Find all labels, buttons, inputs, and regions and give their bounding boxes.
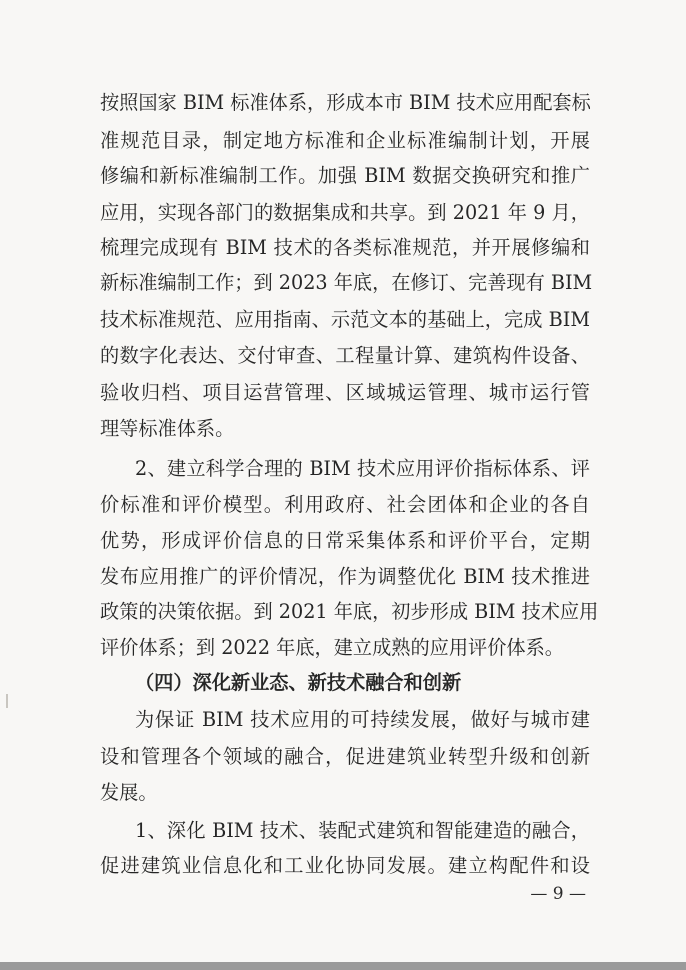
text-line-2: 准规范目录，制定地方标准和企业标准编制计划，开展 (100, 129, 590, 152)
text-line-15: 政策的决策依据。到 2021 年底，初步形成 BIM 技术应用 (100, 600, 599, 623)
scan-bottom-edge (0, 962, 686, 970)
text-line-8: 的数字化表达、交付审查、工程量计算、建筑构件设备、 (100, 344, 590, 367)
binding-mark (6, 694, 8, 708)
text-line-12: 价标准和评价模型。利用政府、社会团体和企业的各自 (100, 493, 590, 516)
text-line-14: 发布应用推广的评价情况，作为调整优化 BIM 技术推进 (100, 565, 590, 588)
text-line-17: 为保证 BIM 技术应用的可持续发展，做好与城市建 (135, 708, 590, 731)
text-line-13: 优势，形成评价信息的日常采集体系和评价平台，定期 (100, 529, 590, 552)
text-line-16: 评价体系；到 2022 年底，建立成熟的应用评价体系。 (100, 636, 564, 659)
text-line-1: 按照国家 BIM 标准体系，形成本市 BIM 技术应用配套标 (100, 91, 591, 114)
text-line-10: 理等标准体系。 (100, 417, 235, 440)
text-line-3: 修编和新标准编制工作。加强 BIM 数据交换研究和推广 (100, 164, 590, 187)
text-line-7: 技术标准规范、应用指南、示范文本的基础上，完成 BIM (100, 308, 590, 331)
text-line-6: 新标准编制工作；到 2023 年底，在修订、完善现有 BIM (100, 271, 593, 294)
text-line-5: 梳理完成现有 BIM 技术的各类标准规范，并开展修编和 (100, 236, 590, 259)
section-heading: （四）深化新业态、新技术融合和创新 (135, 671, 462, 694)
text-line-18: 设和管理各个领域的融合，促进建筑业转型升级和创新 (100, 745, 590, 768)
text-line-20: 1、深化 BIM 技术、装配式建筑和智能建造的融合， (135, 819, 590, 842)
text-line-4: 应用，实现各部门的数据集成和共享。到 2021 年 9 月， (100, 201, 590, 224)
page-number: — 9 — (530, 884, 586, 904)
text-line-9: 验收归档、项目运营管理、区域城运管理、城市运行管 (100, 381, 590, 404)
text-line-19: 发展。 (100, 781, 158, 804)
text-line-21: 促进建筑业信息化和工业化协同发展。建立构配件和设 (100, 854, 590, 877)
text-line-11: 2、建立科学合理的 BIM 技术应用评价指标体系、评 (135, 457, 590, 480)
